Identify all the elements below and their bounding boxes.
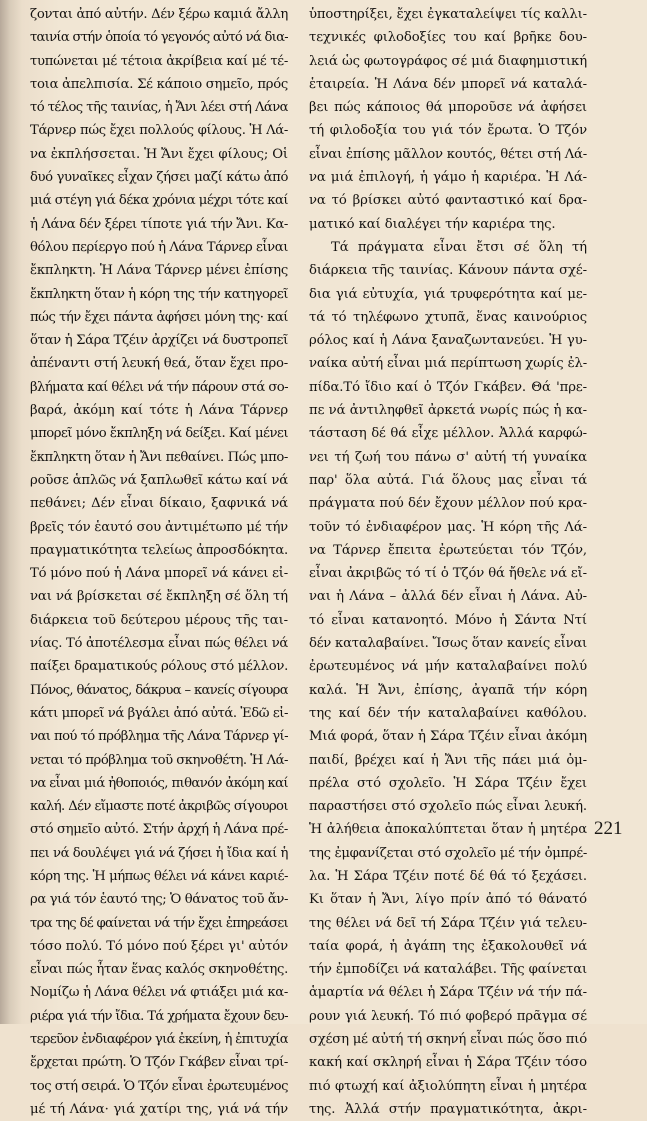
text-line: να τό βρίσκει αὐτό φανταστικό καί δρα-: [309, 193, 587, 209]
text-line: ὑποστηρίξει, ἔχει ἐγκαταλείψει τίς καλλι-: [309, 7, 587, 22]
text-line: καλή. Δέν εἴμαστε ποτέ ἀκριβῶς σίγουροι: [30, 799, 288, 815]
text-line: ναίκα αὐτή εἶναι μιά περίπτωση χωρίς ἐλ-: [309, 356, 587, 372]
text-line: στό σημεῖο αὐτό. Στήν ἀρχή ἡ Λάνα πρέ-: [30, 822, 288, 838]
text-line: ἐρωτευμένος νά μήν καταλαβαίνει πολύ: [309, 659, 587, 675]
text-line: της. Ἀλλά στήν πραγματικότητα, ἀκρι-: [309, 1101, 587, 1117]
text-line: Τάρνερ πώς ἔχει πολλούς φίλους. Ἡ Λά-: [30, 123, 288, 139]
text-line: πώς τήν ἔχει πάντα ἀφήσει μόνη της· καί: [30, 309, 288, 325]
text-line: ἔκπληκτη. Ἡ Λάνα Τάρνερ μένει ἐπίσης: [30, 263, 288, 279]
text-line: τά τό τηλέφωνο χτυπᾶ, ἕνας καινούριος: [309, 309, 587, 325]
text-line: μέ τή Λάνα· γιά χατίρι της, γιά νά τήν: [30, 1101, 288, 1117]
text-line: βει πώς κάποιος θά μποροῦσε νά ἀφήσει: [309, 100, 587, 116]
text-line: ἁμαρτία νά θέλει ἡ Σάρα Τζέιν νά τήν πά-: [309, 985, 587, 1001]
text-line: βαρά, ἀκόμη καί τότε ἡ Λάνα Τάρνερ: [30, 403, 288, 419]
text-line: της καί δέν τήν καταλαβαίνει καθόλου.: [309, 705, 587, 721]
text-line: τοια ἀπελπισία. Σέ κάποιο σημεῖο, πρός: [30, 76, 288, 92]
text-line: τυπώνεται μέ τέτοια ἀκρίβεια καί μέ τέ-: [30, 53, 288, 69]
text-line: τερεῦον ἐνδιαφέρον γιά ἐκείνη, ἡ ἐπιτυχία: [30, 1032, 288, 1048]
text-line: νίας. Τό ἀποτέλεσμα εἶναι πώς θέλει νά: [30, 636, 288, 652]
right-text-column: [309, 3, 587, 1121]
text-line: πιό φτωχή καί ἀξιολύπητη εἶναι ἡ μητέρα: [309, 1078, 587, 1094]
text-line: μιά στέγη γιά δέκα χρόνια μέχρι τότε καί: [30, 193, 288, 209]
text-line: ταία φορά, ἡ ἀγάπη της ἐξακολουθεῖ νά: [309, 938, 587, 954]
text-line: βλήματα καί θέλει νά τήν πάρουν στά σο-: [30, 379, 288, 395]
text-line: ἔκπληκτη ὅταν ἡ Ἄνι πεθαίνει. Πώς μπο-: [30, 449, 288, 465]
text-line: διάρκεια τοῦ δεύτερου μέρους τῆς ται-: [30, 612, 288, 628]
text-line: να Τάρνερ ἔπειτα ἐρωτεύεται τόν Τζόν,: [309, 542, 587, 558]
text-line: τό εἶναι κατανοητό. Μόνο ἡ Σάντα Ντί: [309, 612, 587, 628]
text-line: παίξει δραματικούς ρόλους στό μέλλον.: [30, 659, 288, 675]
text-line: πρέλα στό σχολεῖο. Ἡ Σάρα Τζέιν ἔχει: [309, 775, 587, 791]
text-line: να μιά ἐπιλογή, ἡ γάμο ἡ καριέρα. Ἡ Λά-: [309, 170, 587, 186]
text-line: κακή καί σκληρή εἶναι ἡ Σάρα Τζέιν τόσο: [309, 1055, 587, 1071]
text-line: νεται τό πρόβλημα τοῦ σκηνοθέτη. Ἡ Λά-: [30, 752, 288, 768]
text-line: της ἐμφανίζεται στό σχολεῖο μέ τήν ὀμπρέ-: [309, 845, 587, 861]
text-line: ριέρα γιά τήν ἴδια. Τά χρήματα ἔχουν δευ-: [30, 1008, 288, 1024]
text-line: ταινία στήν ὁποία τό γεγονός αὐτό νά δια-: [30, 30, 288, 46]
text-line: ρουν γιά λευκή. Τό πιό φοβερό πρᾶγμα σέ: [309, 1008, 587, 1024]
text-line: παραστήσει στό σχολεῖο πώς εἶναι λευκή.: [309, 799, 587, 815]
text-line: Μιά φορά, ὅταν ἡ Σάρα Τζέιν εἶναι ἀκόμη: [309, 729, 587, 745]
text-line: ἀπέναντι στή λευκή θεά, ὅταν ἔχει προ-: [30, 356, 288, 372]
text-line: πεθάνει; Δέν εἶναι δίκαιο, ξαφνικά νά: [30, 496, 288, 512]
text-line: να εἶναι μιά ἠθοποιός, πιθανόν ἀκόμη καί: [30, 775, 288, 791]
text-line: πραγματικότητα τελείως ἀπροσδόκητα.: [30, 542, 288, 558]
text-line: τρα της δέ φαίνεται νά τήν ἔχει ἐπηρεάσει: [30, 915, 288, 931]
text-line: Νομίζω ἡ Λάνα θέλει νά φτιάξει μιά κα-: [30, 985, 288, 1001]
text-line: σχέση μέ αὐτή τή σκηνή εἶναι πώς ὅσο πιό: [309, 1032, 587, 1048]
page-number: 221: [594, 818, 623, 839]
text-line: εἶναι ἀκριβῶς τό τί ὁ Τζόν θά ἤθελε νά εἴ-: [309, 566, 587, 582]
text-line: ναι νά βρίσκεται σέ ἔκπληξη σέ ὅλη τή: [30, 589, 288, 605]
left-text-column: [30, 3, 288, 1121]
text-line: ἑταιρεία. Ἡ Λάνα δέν μπορεῖ νά καταλά-: [309, 76, 587, 92]
text-line: ναι ἡ Λάνα – ἀλλά δέν εἶναι ἡ Λάνα. Αὐ-: [309, 589, 587, 605]
text-line: παιδί, βρέχει καί ἡ Ἄνι τῆς πάει μιά ὀμ-: [309, 752, 587, 768]
text-line: ροῦσε ἁπλῶς νά ξαπλωθεῖ κάτω καί νά: [30, 472, 288, 488]
text-line: πε νά ἀντιληφθεῖ ἀρκετά νωρίς πώς ἡ κα-: [309, 403, 587, 419]
text-line: θόλου περίεργο πού ἡ Λάνα Τάρνερ εἶναι: [30, 239, 288, 255]
text-line: κάτι μπορεῖ νά βγάλει ἀπό αὐτά. Ἐδῶ εἰ-: [30, 705, 288, 721]
text-line: της θέλει νά δεῖ τή Σάρα Τζέιν γιά τελευ-: [309, 915, 587, 931]
text-line: τος στή σειρά. Ὁ Τζόν εἶναι ἐρωτευμένος: [30, 1078, 288, 1094]
text-line: εἶναι πώς ἦταν ἕνας καλός σκηνοθέτης.: [30, 962, 288, 978]
text-line: κόρη της. Ἡ μήπως θέλει νά κάνει καριέ-: [30, 868, 288, 884]
text-line: τό τέλος τῆς ταινίας, ἡ Ἄνι λέει στή Λάνα: [30, 100, 288, 116]
text-line: ζονται ἀπό αὐτήν. Δέν ξέρω καμιά ἄλλη: [30, 7, 288, 22]
text-line: παρ' ὅλα αὐτά. Γιά ὅλους μας εἶναι τά: [309, 472, 587, 488]
text-line: ρα γιά τόν ἑαυτό της; Ὁ θάνατος τοῦ ἄν-: [30, 892, 288, 908]
text-line: βρεῖς τόν ἑαυτό σου ἀντιμέτωπο μέ τήν: [30, 519, 288, 535]
text-line: καλά. Ἡ Ἄνι, ἐπίσης, ἀγαπᾶ τήν κόρη: [309, 682, 587, 698]
text-line: τόσο πολύ. Τό μόνο πού ξέρει γι' αὐτόν: [30, 938, 288, 954]
text-line: να ἐκπλήσσεται. Ἡ Ἄνι ἔχει φίλους; Οἱ: [30, 146, 288, 162]
text-line: διάρκεια τῆς ταινίας. Κάνουν πάντα σχέ-: [309, 263, 587, 279]
text-line: ἔκπληκτη ὅταν ἡ κόρη της τήν κατηγορεῖ: [30, 286, 288, 302]
text-line: τή φιλοδοξία του γιά τόν ἔρωτα. Ὁ Τζόν: [309, 123, 587, 139]
text-line: Τά πράγματα εἶναι ἔτσι σέ ὅλη τή: [331, 239, 587, 255]
text-line: πει νά δουλέψει γιά νά ζήσει ἡ ἴδια καί ἡ: [30, 845, 288, 861]
text-line: ἔρχεται πρώτη. Ὁ Τζόν Γκάβεν εἶναι τρί-: [30, 1055, 288, 1071]
text-line: ναι πού τό πρόβλημα τῆς Λάνα Τάρνερ γί-: [30, 729, 288, 745]
text-line: ρόλος καί ἡ Λάνα ξαναζωντανεύει. Ἡ γυ-: [309, 333, 587, 349]
text-line: τοῦν τό ἐνδιαφέρον μας. Ἡ κόρη τῆς Λά-: [309, 519, 587, 535]
text-line: νει τή ζωή του πάνω σ' αὐτή τή γυναίκα: [309, 449, 587, 465]
text-line: Πόνος, θάνατος, δάκρυα – κανείς σίγουρα: [30, 682, 288, 698]
text-line: Τό μόνο πού ἡ Λάνα μπορεῖ νά κάνει εἰ-: [30, 566, 288, 582]
text-line: τάσταση δέ θά εἶχε μέλλον. Ἀλλά καρφώ-: [309, 426, 587, 442]
text-line: δυό γυναῖκες εἶχαν ζήσει μαζί κάτω ἀπό: [30, 170, 288, 186]
text-line: ἡ Λάνα δέν ξέρει τίποτε γιά τήν Ἄνι. Κα-: [30, 216, 288, 232]
text-line: δέν καταλαβαίνει. Ἴσως ὅταν κανείς εἶναι: [309, 636, 587, 652]
text-line: πράγματα πού δέν ἔχουν μέλλον πού κρα-: [309, 496, 587, 512]
text-line: μπορεῖ μόνο ἔκπληξη νά δείξει. Καί μένει: [30, 426, 288, 442]
text-line: Κι ὅταν ἡ Ἄνι, λίγο πρίν ἀπό τό θάνατό: [309, 892, 587, 908]
text-line: πίδα.Τό ἴδιο καί ὁ Τζόν Γκάβεν. Θά 'πρε-: [309, 379, 587, 395]
text-line: τεχνικές φιλοδοξίες του καί βρῆκε δου-: [309, 30, 587, 46]
text-line: λα. Ἡ Σάρα Τζέιν ποτέ δέ θά τό ξεχάσει.: [309, 868, 587, 884]
text-line: τήν ἐμποδίζει νά καταλάβει. Τῆς φαίνεται: [309, 962, 587, 978]
text-line: δια γιά εὐτυχία, γιά τρυφερότητα καί με-: [309, 286, 587, 302]
text-line: ματικό καί διαλέγει τήν καριέρα της.: [309, 216, 556, 232]
text-line: ὅταν ἡ Σάρα Τζέιν ἀρχίζει νά δυστροπεῖ: [30, 333, 288, 349]
text-line: εἶναι ἐπίσης μᾶλλον κουτός, θέτει στή Λά-: [309, 146, 587, 162]
text-line: Ἡ ἀλήθεια ἀποκαλύπτεται ὅταν ἡ μητέρα: [309, 822, 587, 838]
text-line: λειά ὡς φωτογράφος σέ μιά διαφημιστική: [309, 53, 587, 69]
